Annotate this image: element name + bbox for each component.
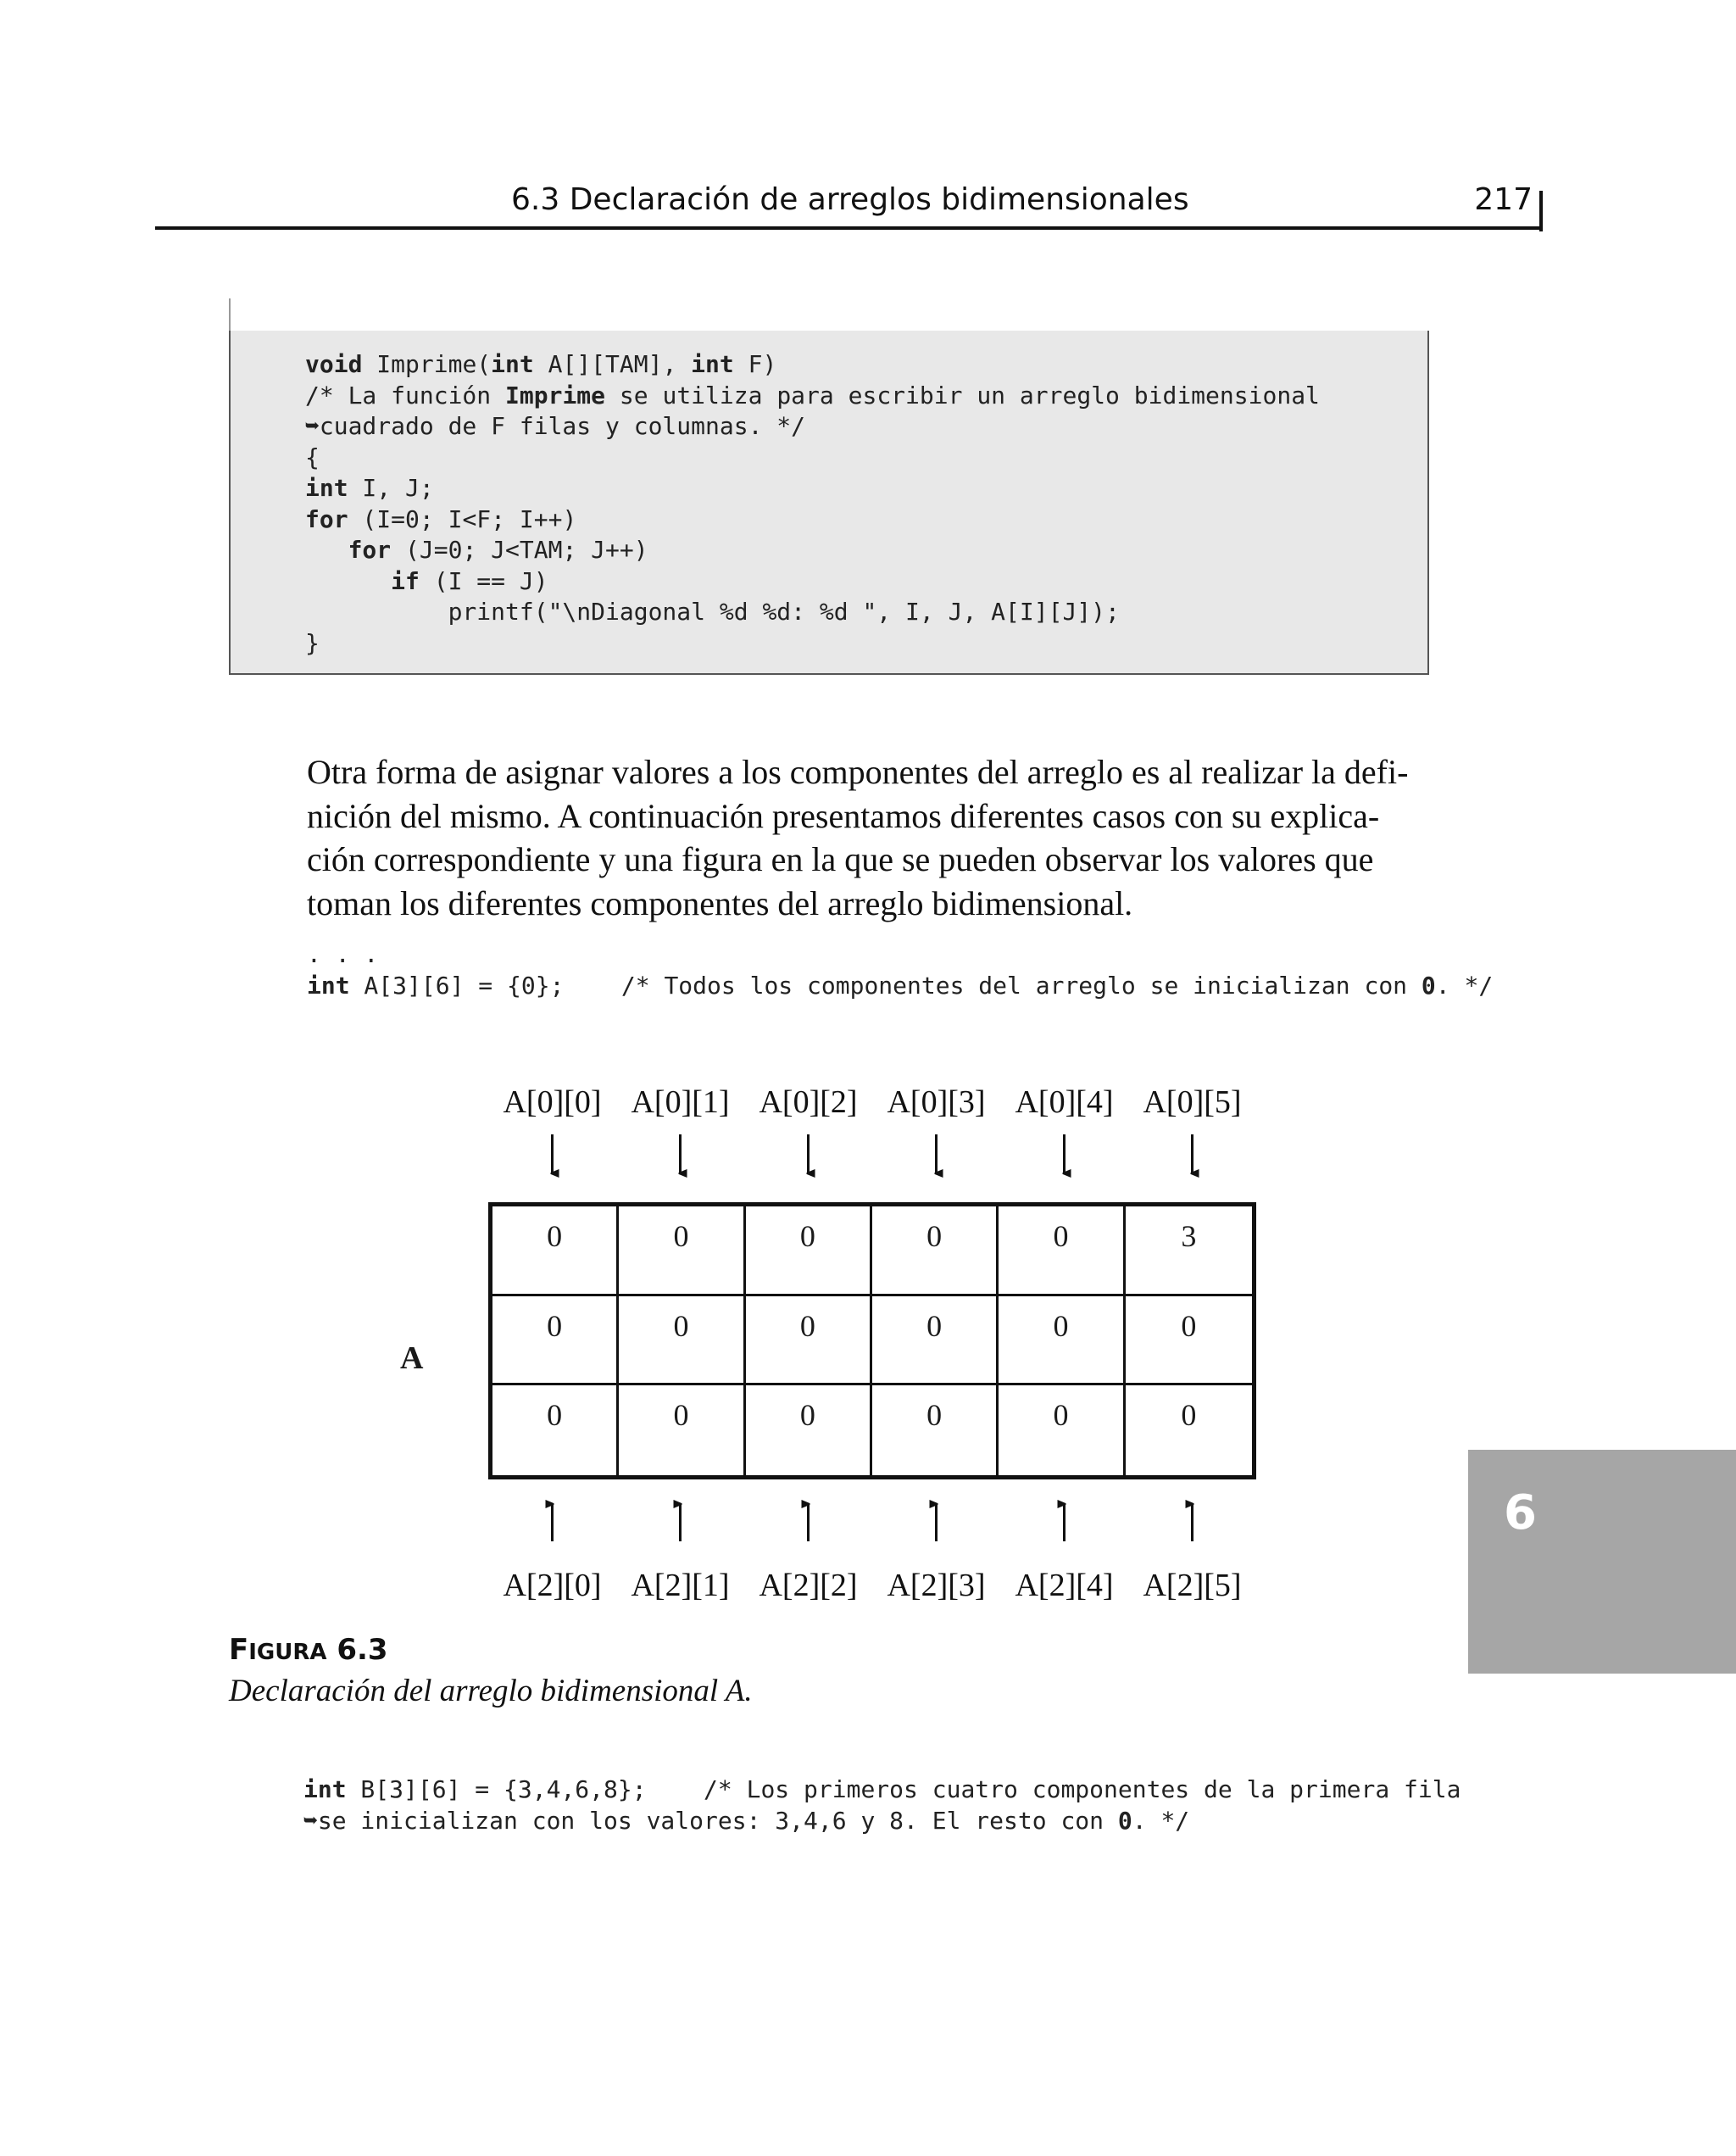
code-text: A[3][6] = {0}; /* Todos los componentes del arreglo se inicializan con [349,971,1422,1000]
code-line [305,597,1320,628]
index-label: A[0][0] [503,1084,602,1120]
caption-prefix-big: F [229,1633,249,1667]
code-line [305,349,1320,381]
code-keyword: 0 [1117,1806,1132,1835]
code-text: printf("\nDiagonal %d %d: %d ", I, J, A[I][J]); [305,598,1120,626]
array-cell: 3 [1126,1206,1252,1296]
code-text: } [305,628,320,657]
array-name-label: A [400,1340,424,1376]
code-text: se utiliza para escribir un arreglo bidimensional [605,381,1320,409]
code-text: A[][TAM], [533,350,692,378]
index-label: A[2][2] [759,1568,858,1603]
page-number: 217 [1474,182,1533,217]
index-label: A[2][3] [887,1568,986,1603]
chapter-number: 6 [1504,1485,1537,1540]
array-cell: 0 [999,1385,1125,1475]
code-declaration-b [303,1774,1461,1836]
code-line [305,504,1320,536]
code-declaration-a [307,939,1493,1001]
code-text: (I == J) [419,566,548,595]
array-cell: 0 [999,1206,1125,1296]
code-text: I, J; [348,474,434,502]
index-label: A[2][1] [631,1568,730,1603]
array-cell: 0 [619,1296,745,1386]
array-cell: 0 [619,1206,745,1296]
header-tick-mark [1539,191,1543,231]
array-cell: 0 [999,1296,1125,1386]
index-label: A[0][1] [631,1084,730,1120]
code-text [305,536,348,564]
index-label: A[0][4] [1015,1084,1114,1120]
code-text: ➥cuadrado de F filas y columnas. */ [305,412,806,440]
header-title: 6.3 Declaración de arreglos bidimensionales [511,182,1189,217]
index-label: A[2][5] [1143,1568,1242,1603]
code-keyword: int [303,1775,347,1803]
code-line [303,1806,1461,1837]
paragraph-line: nición del mismo. A continuación presentamos diferentes casos con su explica- [307,796,1380,835]
array-cell: 0 [492,1296,619,1386]
code-text: { [305,443,320,471]
code-line [307,971,1493,1002]
code-keyword: int [691,350,734,378]
code-text: B[3][6] = {3,4,6,8}; /* Los primeros cuatro componentes de la primera fila [346,1775,1461,1803]
index-label: A[0][5] [1143,1084,1242,1120]
code-line [305,443,1320,474]
paragraph-line: toman los diferentes componentes del arreglo bidimensional. [307,883,1133,922]
body-paragraph [307,750,1434,925]
code-keyword: Imprime [505,381,606,409]
index-label: A[0][2] [759,1084,858,1120]
chapter-tab [1468,1450,1736,1674]
code-text: Imprime( [362,350,492,378]
array-cell: 0 [1181,1398,1197,1433]
code-keyword: int [307,971,350,1000]
code-text: (I=0; I<F; I++) [348,504,577,533]
code-keyword: if [391,566,420,595]
code-line [307,939,1493,971]
code-keyword: void [305,350,363,378]
running-header [155,174,1543,230]
code-keyword: for [305,504,348,533]
array-cell: 0 [619,1385,745,1475]
code-text: . */ [1132,1806,1190,1835]
caption-number: 6.3 [326,1633,388,1667]
paragraph-line: ción correspondiente y una figura en la que se pueden observar los valores que [307,840,1374,878]
index-label: A[0][3] [887,1084,986,1120]
code-line [303,1774,1461,1806]
array-cell: 0 [492,1385,619,1475]
code-text: (J=0; J<TAM; J++) [391,536,648,564]
array-cell: 0 [872,1385,999,1475]
code-keyword: int [491,350,534,378]
code-line [305,381,1320,412]
code-listing-box [229,331,1429,675]
code-text: . */ [1435,971,1494,1000]
code-line [305,535,1320,566]
code-keyword: int [305,474,348,502]
code-line [305,566,1320,598]
index-label: A[2][4] [1015,1568,1114,1603]
paragraph-line: Otra forma de asignar valores a los componentes del arreglo es al realizar la defi- [307,753,1409,791]
index-label: A[2][0] [503,1568,602,1603]
code-keyword: for [348,536,392,564]
array-cell: 0 [746,1296,872,1386]
code-line [305,473,1320,504]
figure-caption-title [229,1633,388,1667]
array-cell: 0 [492,1206,619,1296]
code-text: . . . [307,940,379,968]
array-cell: 0 [872,1206,999,1296]
code-text: F) [733,350,777,378]
code-text [305,567,391,595]
code-text: ➥se inicializan con los valores: 3,4,6 y 8. El resto con [303,1806,1118,1835]
code-box-marker [229,298,231,332]
code-listing-imprime [305,349,1320,659]
code-keyword: 0 [1421,971,1436,1000]
array-cell: 0 [872,1296,999,1386]
code-line [305,628,1320,660]
figure-caption-text: Declaración del arreglo bidimensional A. [229,1674,753,1708]
code-text: /* La función [305,381,506,409]
code-line [305,411,1320,443]
caption-prefix-small: IGURA [248,1640,327,1665]
array-grid [488,1202,1256,1479]
array-cell: 0 [746,1206,872,1296]
array-cell: 0 [746,1385,872,1475]
array-cell: 0 [1126,1296,1252,1386]
